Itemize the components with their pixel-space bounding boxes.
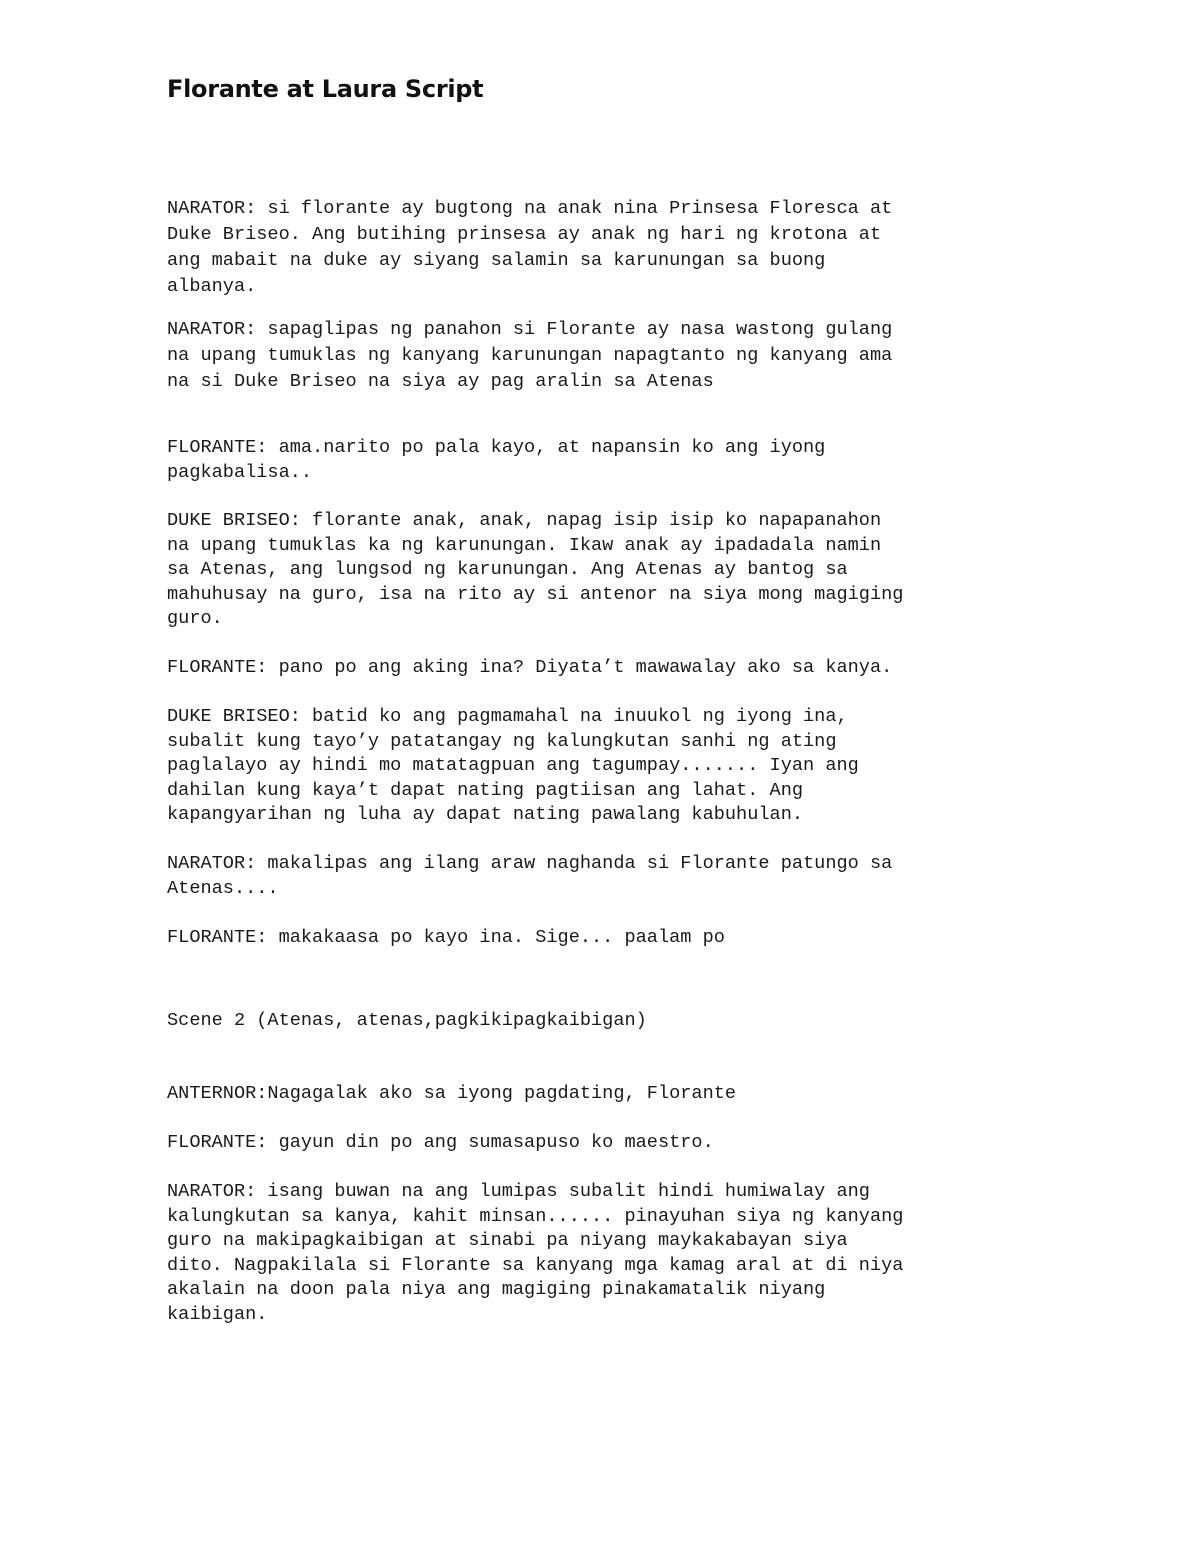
narrator-friendship-paragraph: NARATOR: isang buwan na ang lumipas subalit hindi humiwalay ang kalungkutan sa kanya, kahit minsan...... pinayuhan siya ng kanyang guro na makipagkaibigan at sinabi pa niyang maykakabayan siya dito. Nagpakilala si Florante sa kanyang mga kamag aral at di niya akalain na doon pala niya ang magiging pinakamatalik niyang kaibigan. bbox=[167, 1181, 904, 1325]
anternor-line: ANTERNOR:Nagagalak ako sa iyong pagdating, Florante bbox=[167, 1083, 737, 1104]
duke-briseo-line-1: DUKE BRISEO: florante anak, anak, napag isip isip ko napapanahon na upang tumuklas ka ng karunungan. Ikaw anak ay ipadadala namin sa Atenas, ang lungsod ng karunungan. Ang Atenas ay bantog sa mahuhusay na guro, isa na rito ay si antenor na siya mong magiging guro. bbox=[167, 510, 904, 629]
florante-line-2: FLORANTE: pano po ang aking ina? Diyata’t mawawalay ako sa kanya. bbox=[167, 657, 893, 678]
narrator-preparation-paragraph: NARATOR: makalipas ang ilang araw naghanda si Florante patungo sa Atenas.... bbox=[167, 853, 893, 899]
duke-briseo-line-2: DUKE BRISEO: batid ko ang pagmamahal na inuukol ng iyong ina, subalit kung tayo’y patatangay ng kalungkutan sanhi ng ating paglalayo ay hindi mo matatagpuan ang tagumpay....... Iyan ang dahilan kung kaya’t dapat nating pagtiisan ang lahat. Ang kapangyarihan ng luha ay dapat nating pawalang kabuhulan. bbox=[167, 706, 859, 825]
document-title: Florante at Laura Script bbox=[167, 75, 484, 103]
florante-farewell-line: FLORANTE: makakaasa po kayo ina. Sige... paalam po bbox=[167, 927, 725, 948]
narrator-time-paragraph: NARATOR: sapaglipas ng panahon si Florante ay nasa wastong gulang na upang tumuklas ng kanyang karunungan napagtanto ng kanyang ama na si Duke Briseo na siya ay pag aralin sa Atenas bbox=[167, 319, 893, 392]
florante-line-1: FLORANTE: ama.narito po pala kayo, at napansin ko ang iyong pagkabalisa.. bbox=[167, 437, 826, 483]
florante-reply-line: FLORANTE: gayun din po ang sumasapuso ko maestro. bbox=[167, 1132, 714, 1153]
narrator-intro-paragraph: NARATOR: si florante ay bugtong na anak nina Prinsesa Floresca at Duke Briseo. Ang butihing prinsesa ay anak ng hari ng krotona at ang mabait na duke ay siyang salamin sa karunungan sa buong albanya. bbox=[167, 198, 893, 297]
scene-2-heading: Scene 2 (Atenas, atenas,pagkikipagkaibigan) bbox=[167, 1010, 647, 1031]
